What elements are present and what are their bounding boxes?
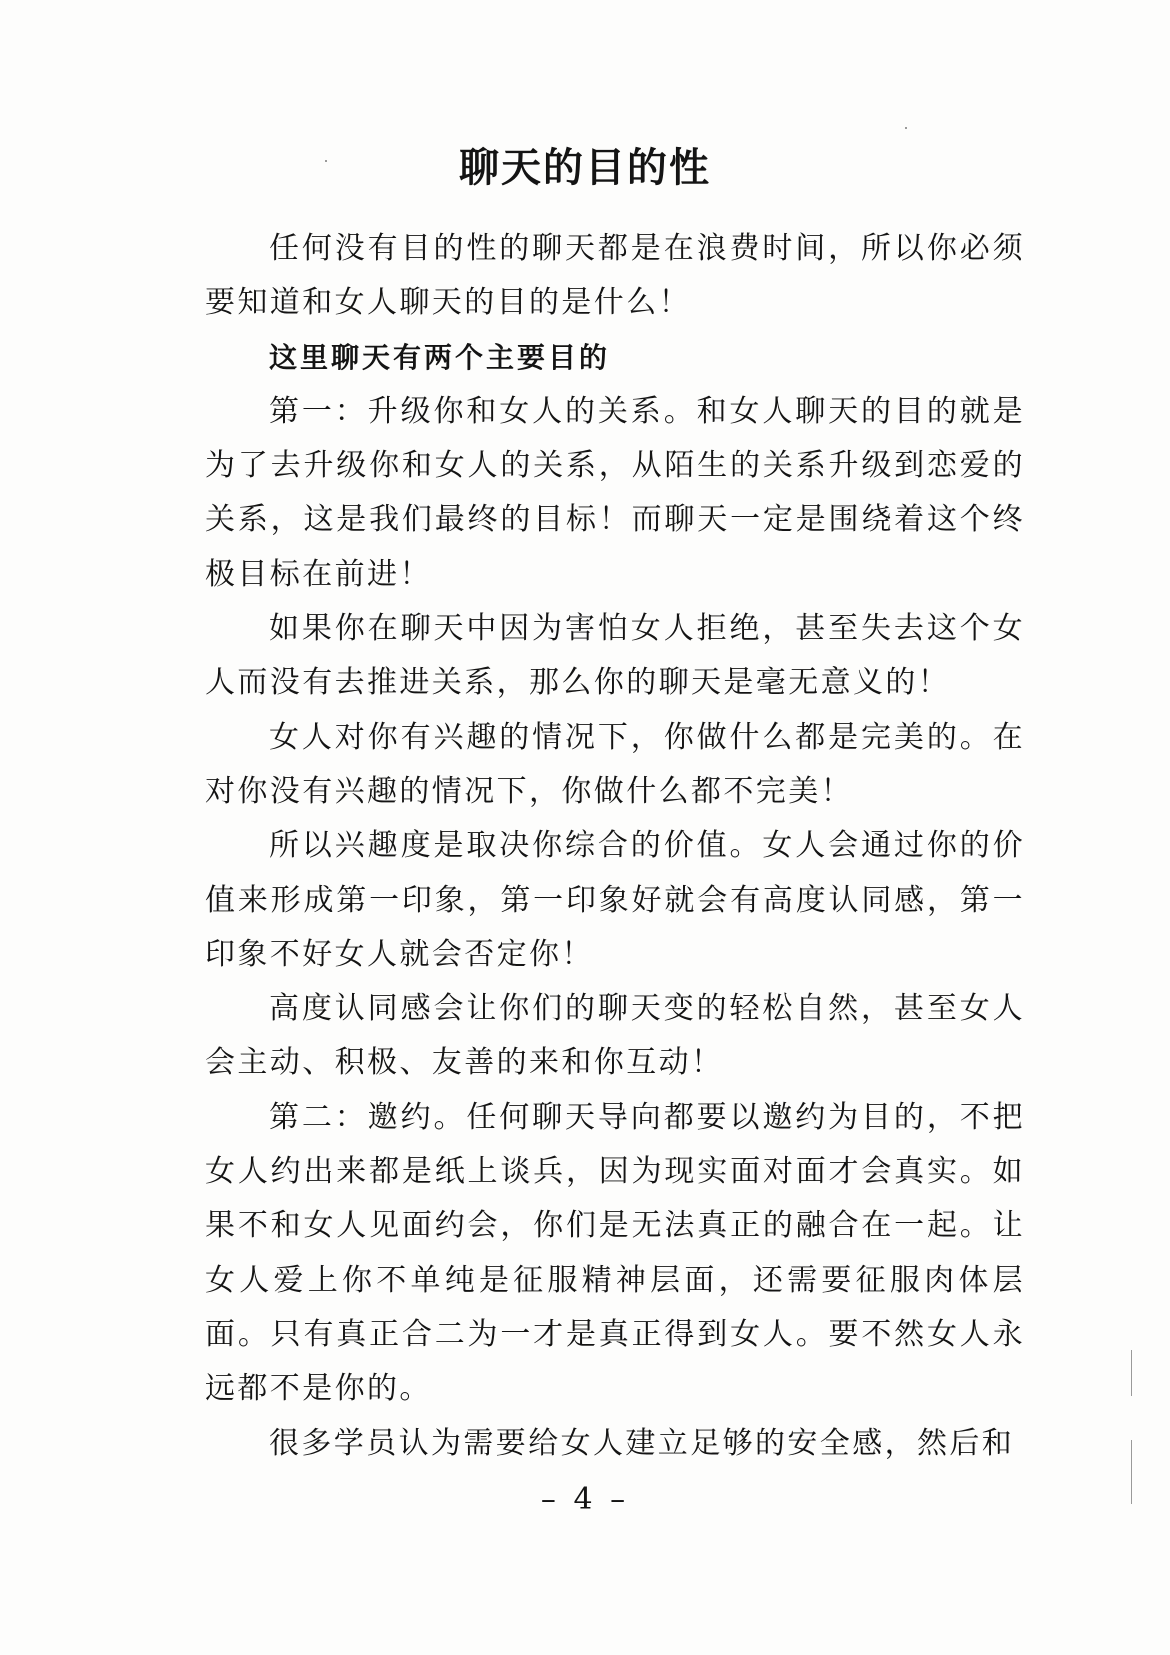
body-text (205, 222, 1025, 1471)
paragraph: 如果你在聊天中因为害怕女人拒绝，甚至失去这个女人而没有去推进关系，那么你的聊天是毫无意义的！ (205, 611, 1025, 701)
paragraph: 很多学员认为需要给女人建立足够的安全感，然后和 (269, 1425, 1015, 1461)
paragraph: 高度认同感会让你们的聊天变的轻松自然，甚至女人会主动、积极、友善的来和你互动！ (205, 991, 1025, 1081)
paragraph: 女人对你有兴趣的情况下，你做什么都是完美的。在对你没有兴趣的情况下，你做什么都不完美！ (205, 719, 1025, 809)
paragraph: 第一：升级你和女人的关系。和女人聊天的目的就是为了去升级你和女人的关系，从陌生的关系升级到恋爱的关系，这是我们最终的目标！而聊天一定是围绕着这个终极目标在前进！ (205, 393, 1025, 592)
chapter-title: 聊天的目的性 (459, 145, 711, 191)
paragraph: 任何没有目的性的聊天都是在浪费时间，所以你必须要知道和女人聊天的目的是什么！ (205, 231, 1025, 321)
scan-artifact-dot (325, 160, 327, 162)
scan-artifact-line (1131, 1350, 1132, 1396)
paragraph: 所以兴趣度是取决你综合的价值。女人会通过你的价值来形成第一印象，第一印象好就会有高度认同感，第一印象不好女人就会否定你！ (205, 828, 1025, 972)
section-heading: 这里聊天有两个主要目的 (269, 340, 611, 374)
page-number: – 4 – (540, 1482, 630, 1517)
scan-artifact-dot (905, 127, 907, 129)
scan-artifact-line (1131, 1440, 1132, 1504)
paragraph: 第二：邀约。任何聊天导向都要以邀约为目的，不把女人约出来都是纸上谈兵，因为现实面对面才会真实。如果不和女人见面约会，你们是无法真正的融合在一起。让女人爱上你不单纯是征服精神层面，还需要征服肉体层面。只有真正合二为一才是真正得到女人。要不然女人永远都不是你的。 (205, 1099, 1025, 1407)
